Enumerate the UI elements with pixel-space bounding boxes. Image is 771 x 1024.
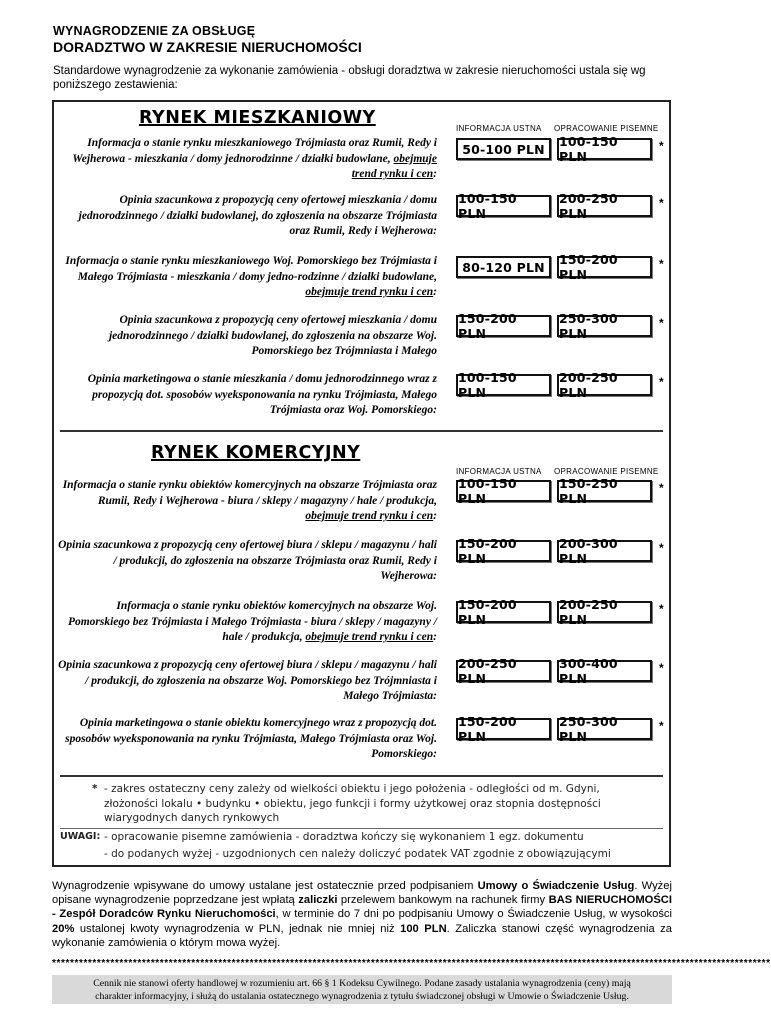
- price-oral: 100-150 PLN: [456, 195, 551, 217]
- price-written: 200-250 PLN: [557, 195, 652, 217]
- asterisk-mark: *: [659, 316, 664, 330]
- residential-section-title: RYNEK MIESZKANIOWY: [139, 108, 376, 128]
- footer-line-1: Cennik nie stanowi oferty handlowej w rozumieniu art. 66 § 1 Kodeksu Cywilnego. Podane zasady ustalania wynagrodzenia (ceny) mają: [93, 978, 631, 989]
- price-written: 200-300 PLN: [557, 540, 652, 562]
- residential-row-description: [57, 372, 437, 419]
- title-line-1: WYNAGRODZENIE ZA OBSŁUGĘ: [53, 24, 256, 38]
- title-line-2: DORADZTWO W ZAKRESIE NIERUCHOMOŚCI: [53, 39, 362, 55]
- price-oral: 200-250 PLN: [456, 660, 551, 682]
- uwagi-divider: [60, 828, 663, 829]
- description-text: Opinia szacunkowa z propozycją ceny ofertowej mieszkania / domu jednorodzinnego / działki budowlanej, do zgłoszenia na obszarze Trójmiasta oraz Rumii, Redy i Wejherowa:: [78, 194, 437, 237]
- price-written: 150-250 PLN: [557, 480, 652, 502]
- uwagi-note-1: - opracowanie pisemne zamówienia - doradztwa kończy się wykonaniem 1 egz. dokumentu: [104, 831, 584, 843]
- price-written: 200-250 PLN: [557, 374, 652, 396]
- after-text-2: . Wyżej opisane wynagrodzenie poprzedzane jest wpłatą: [52, 880, 672, 907]
- asterisk-mark: *: [659, 602, 664, 616]
- column-header-written: OPRACOWANIE PISEMNE: [554, 467, 659, 476]
- residential-row-description: [57, 136, 437, 183]
- price-oral: 100-150 PLN: [456, 480, 551, 502]
- commercial-row-description: [57, 599, 437, 646]
- remuneration-paragraph: [52, 879, 672, 950]
- price-list-frame: [52, 100, 671, 867]
- asterisk-mark: *: [659, 719, 664, 733]
- price-oral: 150-200 PLN: [456, 540, 551, 562]
- after-bold-3: BAS NIERUCHOMOŚCI - Zespół Doradców Rynku Nieruchomości: [52, 894, 672, 921]
- column-header-oral: INFORMACJA USTNA: [456, 124, 542, 133]
- after-bold-5: 100 PLN: [400, 922, 447, 935]
- document-header: [53, 24, 683, 56]
- commercial-section-title: RYNEK KOMERCYJNY: [151, 443, 361, 463]
- after-text-1: Wynagrodzenie wpisywane do umowy ustalane jest ostatecznie przed podpisaniem: [52, 880, 478, 892]
- residential-row-description: [57, 313, 437, 360]
- description-underlined: obejmuje trend rynku i cen: [305, 631, 434, 643]
- description-underlined: obejmuje trend rynku i cen: [305, 510, 434, 522]
- description-text: Informacja o stanie rynku mieszkaniowego Woj. Pomorskiego bez Trójmiasta i Małego Trójmiasta - mieszkania / domy jedno-rodzinne / działki budowlane,: [65, 255, 437, 283]
- price-oral: 50-100 PLN: [456, 138, 551, 160]
- star-marker: *: [92, 783, 98, 795]
- uwagi-note-2: - do podanych wyżej - uzgodnionych cen należy doliczyć podatek VAT zgodnie z obowiązującymi: [104, 848, 611, 860]
- column-header-oral: INFORMACJA USTNA: [456, 467, 542, 476]
- asterisk-mark: *: [659, 541, 664, 555]
- description-text: Opinia marketingowa o stanie obiektu komercyjnego wraz z propozycją dot. sposobów wyeksponowania na rynku Trójmiasta, Małego Trójmiasta oraz Woj. Pomorskiego:: [65, 717, 437, 760]
- description-text: Informacja o stanie rynku mieszkaniowego Trójmiasta oraz Rumii, Redy i Wejherowa - mieszkania / domy jednorodzinne / działki budowlane,: [72, 137, 437, 165]
- description-text: Opinia szacunkowa z propozycją ceny ofertowej biura / sklepu / magazynu / hali / produkcji, do zgłoszenia na obszarze Trójmiasta oraz Rumii, Redy i Wejherowa:: [58, 539, 437, 582]
- description-text: Informacja o stanie rynku obiektów komercyjnych na obszarze Trójmiasta oraz Rumii, Redy i Wejherowa - biura / sklepy / magazyny / hale / produkcja,: [62, 479, 437, 507]
- intro-paragraph: Standardowe wynagrodzenie za wykonanie zamówienia - obsługi doradztwa w zakresie nieruchomości ustala się wg poniższego zestawienia:: [53, 65, 646, 91]
- residential-row-description: [57, 254, 437, 301]
- price-oral: 100-150 PLN: [456, 374, 551, 396]
- star-note: - zakres ostateczny ceny zależy od wielkości obiektu i jego położenia - odległości od m. Gdyni, złożoności lokalu • budynku • obiektu, jego funkcji i formy użytkowej oraz stopnia dostępności wiarygodnych danych rynkowych: [104, 783, 601, 824]
- price-oral: 150-200 PLN: [456, 718, 551, 740]
- disclaimer-footer: [52, 975, 672, 1004]
- price-written: 250-300 PLN: [557, 718, 652, 740]
- after-text-6: . Zaliczka stanowi część wynagrodzenia za wykonanie zamówienia o którym mowa wyżej.: [52, 922, 672, 949]
- commercial-row-description: [57, 478, 437, 525]
- asterisk-divider: ****************************************************************************************************************************************************************: [52, 958, 771, 969]
- commercial-row-description: [57, 538, 437, 585]
- asterisk-mark: *: [659, 481, 664, 495]
- asterisk-mark: *: [659, 375, 664, 389]
- after-text-4: , w terminie do 7 dni po podpisaniu Umowy o Świadczenie Usług, w wysokości: [275, 908, 672, 921]
- description-text: Opinia szacunkowa z propozycją ceny ofertowej mieszkania / domu jednorodzinnego / działki budowlanej, do zgłoszenia na obszarze Woj. Pomorskiego bez Trójmniasta i Małego: [108, 314, 437, 357]
- asterisk-mark: *: [659, 257, 664, 271]
- commercial-row-description: [57, 716, 437, 763]
- description-underlined: obejmuje trend rynku i cen: [305, 286, 434, 298]
- description-tail: :: [433, 168, 437, 180]
- after-text-5: ustalonej kwoty wynagrodzenia w PLN, jednak nie mniej niż: [74, 922, 401, 935]
- description-tail: :: [433, 510, 437, 522]
- description-tail: :: [433, 631, 437, 643]
- commercial-row-description: [57, 658, 437, 705]
- description-underlined: obejmuje trend rynku i cen: [351, 152, 437, 180]
- asterisk-mark: *: [659, 139, 664, 153]
- price-written: 300-400 PLN: [557, 660, 652, 682]
- uwagi-label: UWAGI:: [60, 831, 101, 842]
- price-written: 150-200 PLN: [557, 256, 652, 278]
- after-bold-2: zaliczki: [298, 894, 338, 907]
- price-oral: 80-120 PLN: [456, 256, 551, 278]
- column-header-written: OPRACOWANIE PISEMNE: [554, 124, 659, 133]
- description-text: Opinia szacunkowa z propozycją ceny ofertowej biura / sklepu / magazynu / hali / produkcji, do zgłoszenia na obszarze Woj. Pomorskiego bez Trójmniasta i Małego Trójmiasta:: [58, 659, 437, 702]
- asterisk-mark: *: [659, 661, 664, 675]
- after-bold-4: 20%: [52, 922, 75, 935]
- after-text-3: przelewem bankowym na rachunek firmy: [337, 894, 549, 907]
- notes-divider: [60, 775, 663, 777]
- after-bold-1: Umowy o Świadczenie Usług: [477, 880, 635, 892]
- section-divider: [60, 430, 663, 432]
- price-written: 100-150 PLN: [557, 138, 652, 160]
- price-written: 200-250 PLN: [557, 601, 652, 623]
- asterisk-mark: *: [659, 196, 664, 210]
- description-text: Informacja o stanie rynku obiektów komercyjnych na obszarze Woj. Pomorskiego bez Trójmiasta i Małego Trójmiasta - biura / sklepy / magazyny / hale / produkcja,: [67, 600, 437, 643]
- description-text: Opinia marketingowa o stanie mieszkania / domu jednorodzinnego wraz z propozycją dot. sposobów wyeksponowania na rynku Trójmiasta, Małego Trójmiasta oraz Woj. Pomorskiego:: [87, 373, 437, 416]
- price-oral: 150-200 PLN: [456, 315, 551, 337]
- price-oral: 150-200 PLN: [456, 601, 551, 623]
- price-written: 250-300 PLN: [557, 315, 652, 337]
- residential-row-description: [57, 193, 437, 240]
- footer-line-2: charakter informacyjny, i służą do ustalania ostatecznego wynagrodzenia z tytułu świadczonej obsługi w Umowie o Świadczenie Usług.: [95, 991, 629, 1002]
- description-tail: :: [433, 286, 437, 298]
